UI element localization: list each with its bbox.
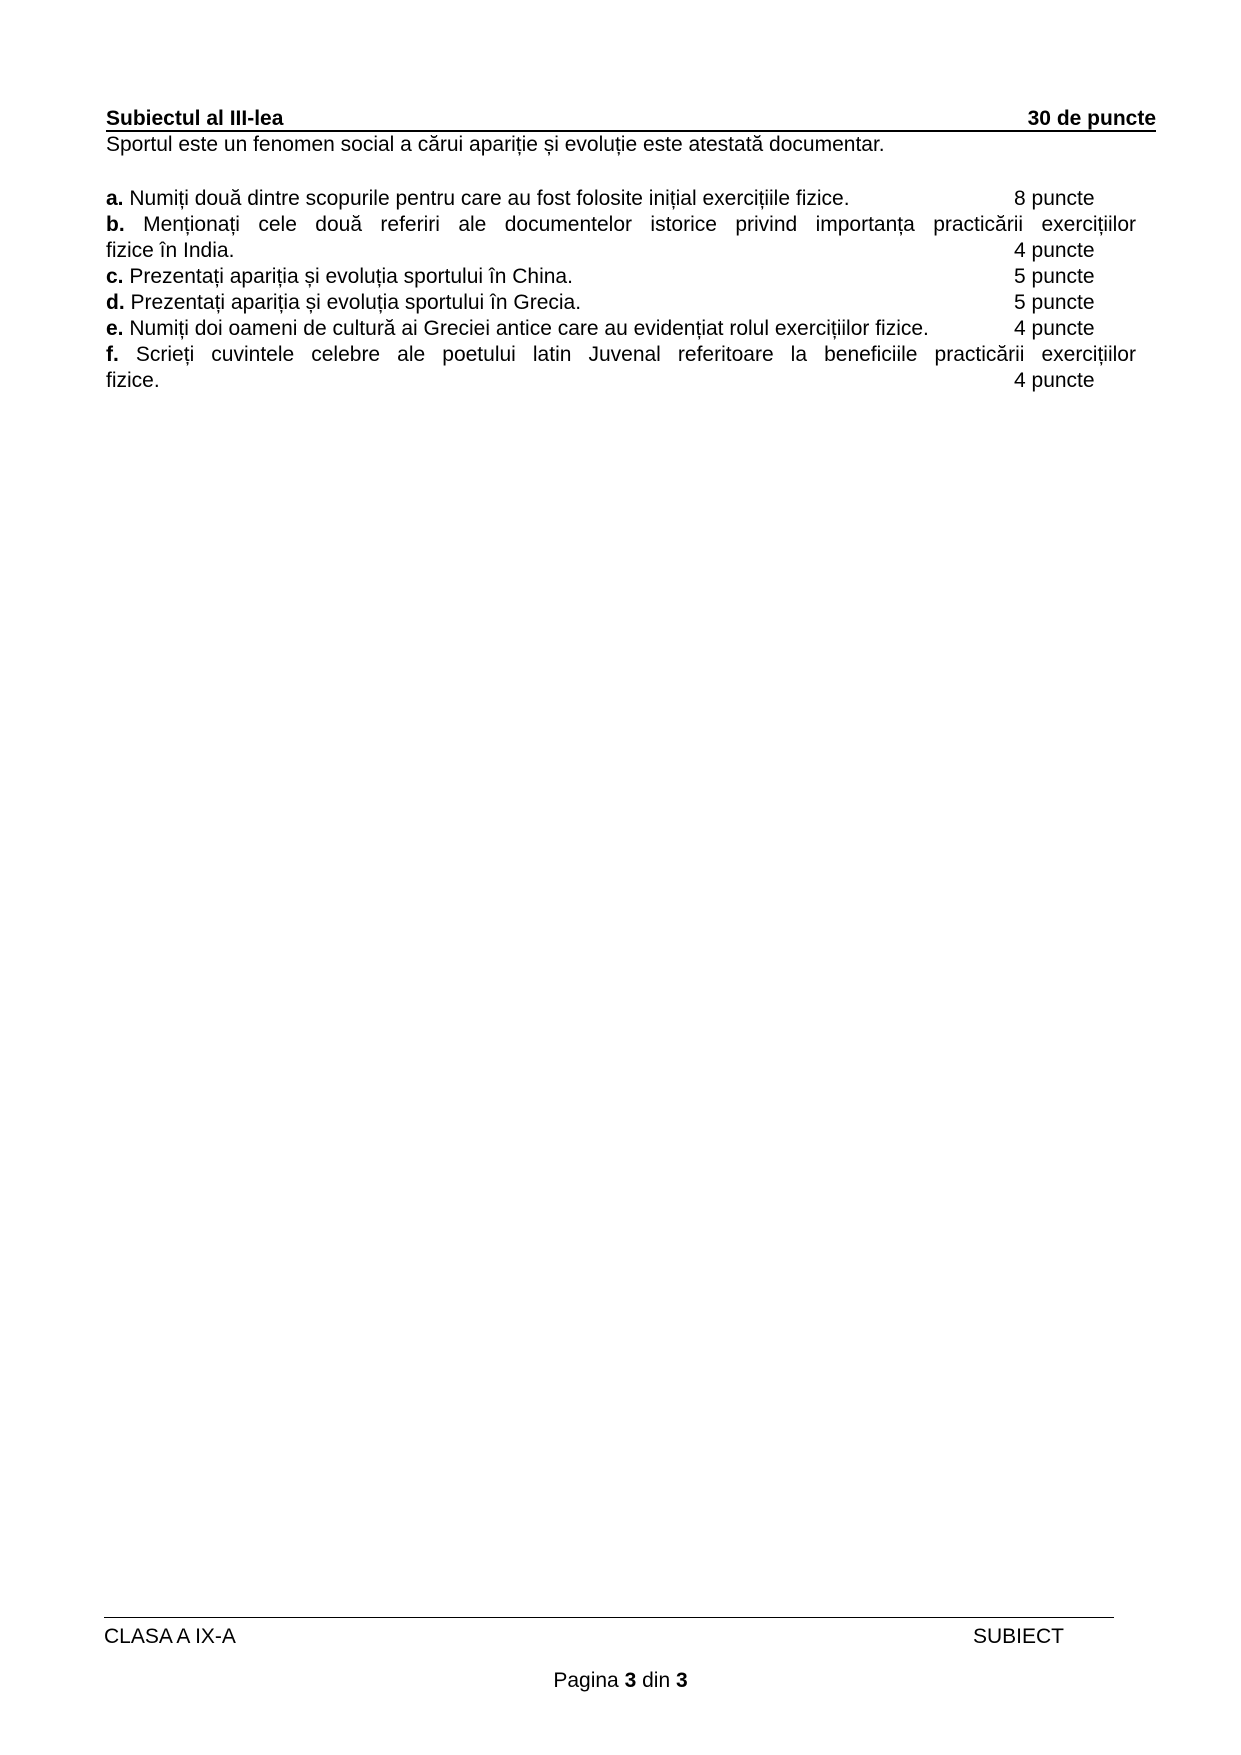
exam-page <box>106 106 1156 394</box>
page-sep: din <box>642 1669 671 1692</box>
question-text: Prezentați apariția și evoluția sportului în Grecia. <box>130 291 582 314</box>
question-letter: e. <box>106 317 124 340</box>
question-letter: a. <box>106 187 124 210</box>
page-current: 3 <box>624 1669 637 1692</box>
question-f <box>106 342 1156 394</box>
question-text: Scrieți cuvintele celebre ale poetului latin Juvenal referitoare la beneficiile practicării exercițiilor <box>135 343 1136 366</box>
footer-class-label: CLASA A IX-A <box>104 1625 236 1648</box>
question-text: Numiți doi oameni de cultură ai Greciei antice care au evidențiat rolul exercițiilor fizice. <box>129 317 929 340</box>
question-points: 5 puncte <box>1014 291 1095 314</box>
footer-subject-label: SUBIECT <box>972 1625 1064 1648</box>
question-text-continued: fizice. <box>106 369 160 392</box>
page-footer <box>104 1617 1114 1650</box>
question-points: 5 puncte <box>1014 265 1095 288</box>
page-label: Pagina <box>553 1669 619 1692</box>
question-letter: d. <box>106 291 125 314</box>
question-points: 4 puncte <box>1014 369 1095 392</box>
page-total: 3 <box>675 1669 688 1692</box>
section-title: Subiectul al III-lea <box>106 107 284 130</box>
spacer <box>106 158 1156 186</box>
question-letter: c. <box>106 265 124 288</box>
question-c <box>106 264 1156 290</box>
question-e <box>106 316 1156 342</box>
question-points: 8 puncte <box>1014 187 1095 210</box>
question-points: 4 puncte <box>1014 317 1095 340</box>
question-letter: b. <box>106 213 125 236</box>
question-points: 4 puncte <box>1014 239 1095 262</box>
question-b <box>106 212 1156 264</box>
question-d <box>106 290 1156 316</box>
intro-text: Sportul este un fenomen social a cărui apariție și evoluție este atestată documentar. <box>106 133 885 156</box>
question-a <box>106 186 1156 212</box>
question-text: Menționați cele două referiri ale documentelor istorice privind importanța practicării exercițiilor <box>143 213 1136 236</box>
section-points: 30 de puncte <box>1027 107 1156 130</box>
question-letter: f. <box>106 343 119 366</box>
question-text-continued: fizice în India. <box>106 239 235 262</box>
question-text: Prezentați apariția și evoluția sportului în China. <box>129 265 573 288</box>
section-header <box>106 106 1156 132</box>
question-text: Numiți două dintre scopurile pentru care au fost folosite inițial exercițiile fizice. <box>129 187 850 210</box>
page-number <box>0 1668 1241 1694</box>
